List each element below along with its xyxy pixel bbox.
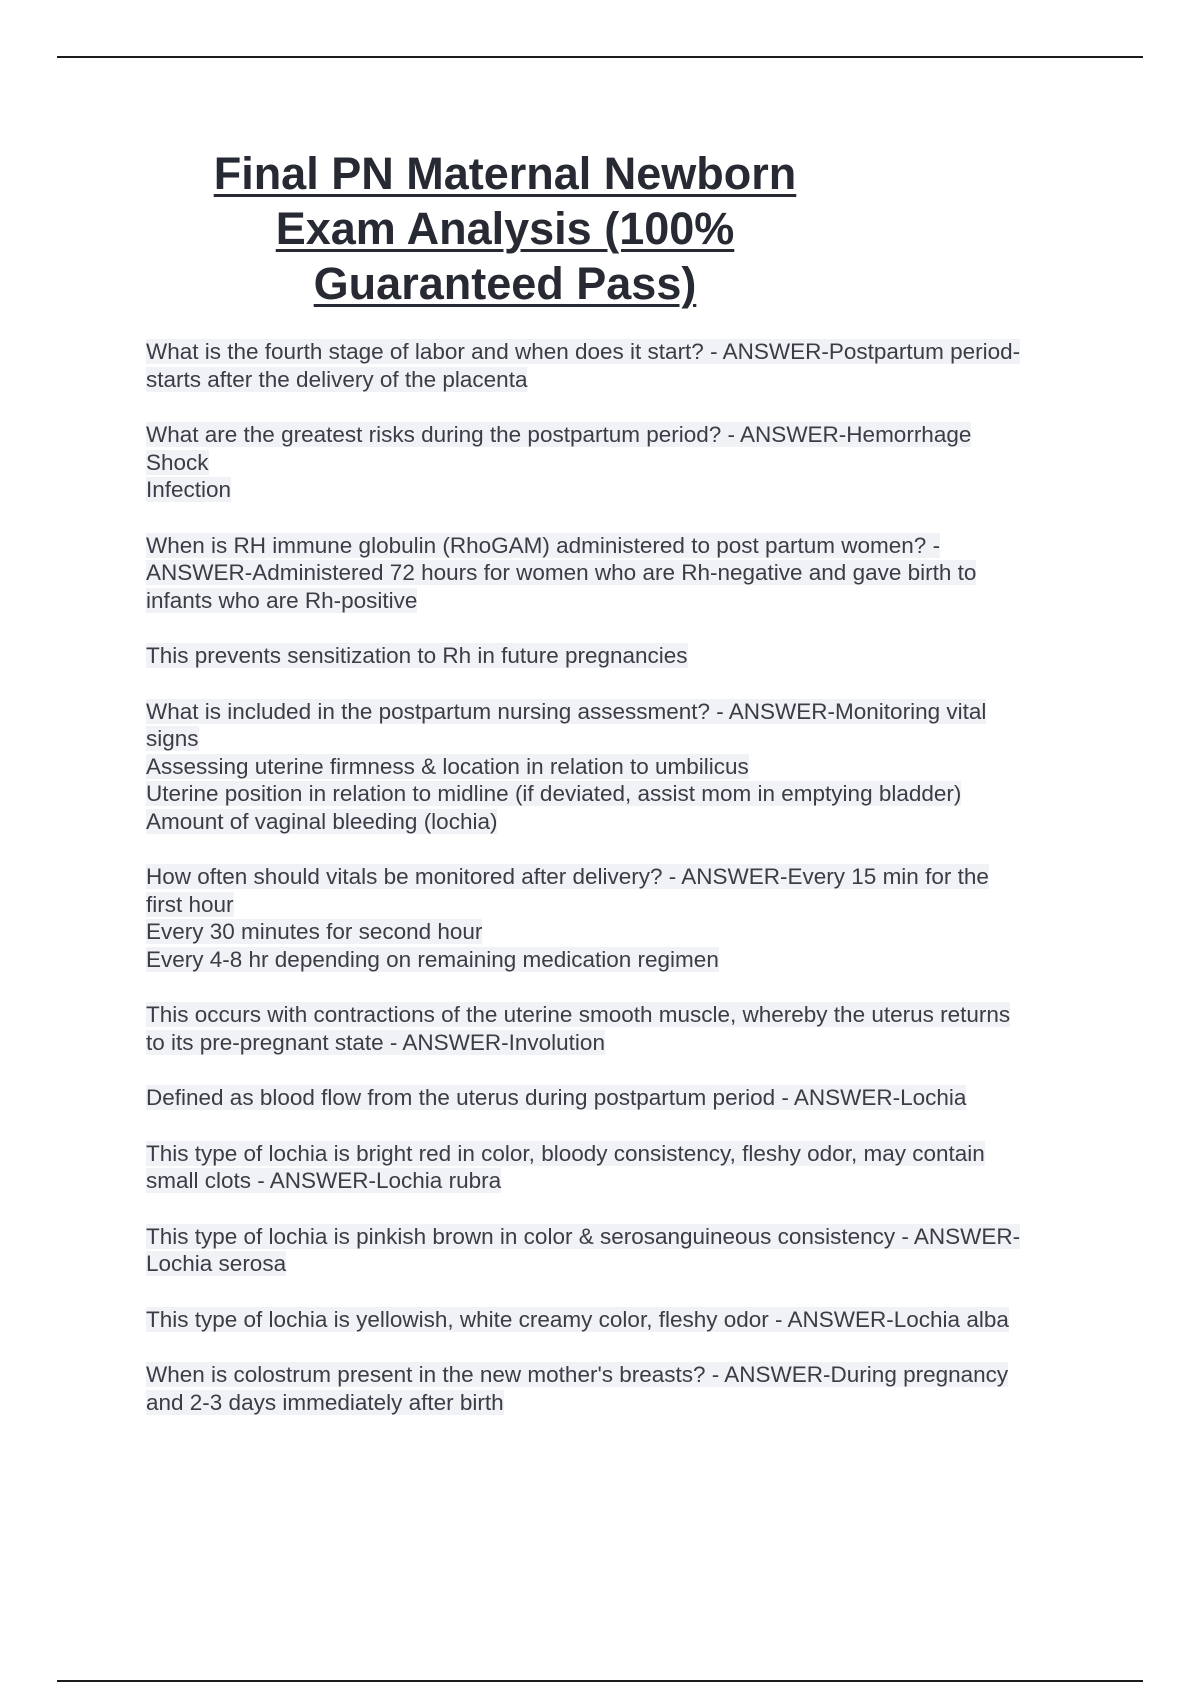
qa-line: What is included in the postpartum nursing assessment? - ANSWER-Monitoring vital xyxy=(146,698,987,724)
qa-line: small clots - ANSWER-Lochia rubra xyxy=(146,1168,502,1193)
qa-line: to its pre-pregnant state - ANSWER-Involution xyxy=(146,1029,605,1055)
qa-line: Infection xyxy=(146,477,232,502)
qa-item xyxy=(146,1223,1096,1278)
document-title-text: Final PN Maternal Newborn Exam Analysis (100% Guaranteed Pass) xyxy=(213,148,797,309)
qa-item xyxy=(146,698,1096,836)
qa-item xyxy=(146,863,1096,973)
qa-line: signs xyxy=(146,726,199,751)
qa-item xyxy=(146,1001,1096,1056)
qa-line: This type of lochia is bright red in color, bloody consistency, fleshy odor, may contain xyxy=(146,1140,985,1166)
qa-item xyxy=(146,421,1096,504)
qa-item xyxy=(146,1306,1096,1334)
qa-line: When is colostrum present in the new mother's breasts? - ANSWER-During pregnancy xyxy=(146,1362,1009,1387)
qa-line: Lochia serosa xyxy=(146,1251,287,1276)
qa-item xyxy=(146,532,1096,615)
qa-line: Every 4-8 hr depending on remaining medication regimen xyxy=(146,946,719,972)
qa-line: Defined as blood flow from the uterus during postpartum period - ANSWER-Lochia xyxy=(146,1085,967,1110)
qa-line: first hour xyxy=(146,891,234,917)
qa-line: This prevents sensitization to Rh in future pregnancies xyxy=(146,643,688,668)
qa-item xyxy=(146,1361,1096,1416)
qa-line: ANSWER-Administered 72 hours for women who are Rh-negative and gave birth to xyxy=(146,560,977,585)
qa-item xyxy=(146,642,1096,670)
qa-line: When is RH immune globulin (RhoGAM) administered to post partum women? - xyxy=(146,532,941,558)
qa-list xyxy=(146,338,1096,1444)
qa-line: This type of lochia is pinkish brown in color & serosanguineous consistency - ANSWER- xyxy=(146,1223,1021,1249)
qa-line: How often should vitals be monitored after delivery? - ANSWER-Every 15 min for the xyxy=(146,864,989,889)
bottom-rule xyxy=(57,1680,1143,1682)
qa-line: Every 30 minutes for second hour xyxy=(146,919,483,944)
qa-line: What are the greatest risks during the postpartum period? - ANSWER-Hemorrhage xyxy=(146,422,972,447)
qa-line: Uterine position in relation to midline (if deviated, assist mom in emptying bladder) xyxy=(146,781,962,806)
qa-line: This occurs with contractions of the uterine smooth muscle, whereby the uterus returns xyxy=(146,1002,1011,1027)
top-rule xyxy=(57,56,1143,58)
qa-line: Shock xyxy=(146,449,209,475)
qa-line: Assessing uterine firmness & location in relation to umbilicus xyxy=(146,753,749,779)
document-title xyxy=(150,146,860,311)
qa-item xyxy=(146,1140,1096,1195)
qa-line: and 2-3 days immediately after birth xyxy=(146,1389,504,1415)
qa-line: What is the fourth stage of labor and when does it start? - ANSWER-Postpartum period- xyxy=(146,339,1021,364)
qa-item xyxy=(146,1084,1096,1112)
qa-line: starts after the delivery of the placenta xyxy=(146,366,528,392)
qa-line: This type of lochia is yellowish, white creamy color, fleshy odor - ANSWER-Lochia alba xyxy=(146,1306,1009,1332)
qa-line: infants who are Rh-positive xyxy=(146,587,418,613)
qa-line: Amount of vaginal bleeding (lochia) xyxy=(146,808,498,834)
qa-item xyxy=(146,338,1096,393)
